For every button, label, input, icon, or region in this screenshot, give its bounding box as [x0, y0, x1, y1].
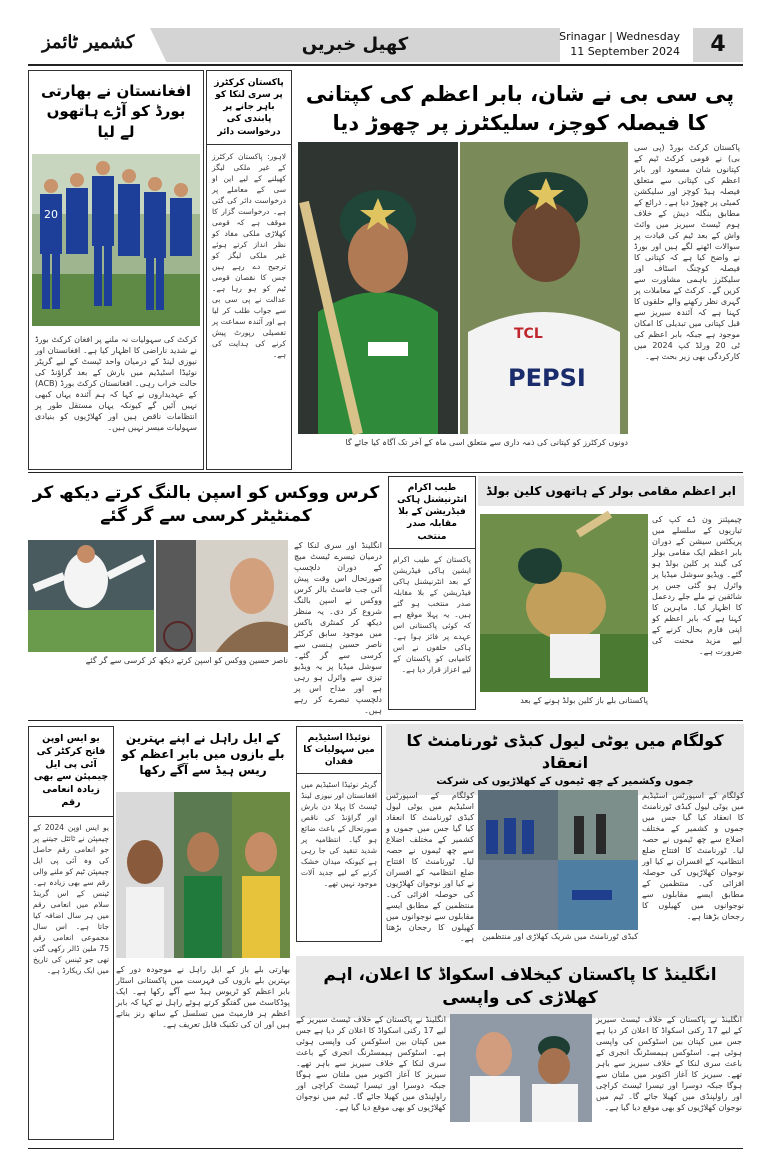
babar-bowled-illustration — [480, 514, 648, 692]
kabaddi-body-right: کولگام کے اسپورٹس اسٹیڈیم میں یوٹی لیول کبڈی ٹورنامنٹ کا انعقاد کیا گیا جس میں جموں و کشمیر کے مختلف اضلاع سے چھ ٹیموں نے حصہ لیا۔ ٹورنامنٹ کا افتتاح ضلع انتظامیہ کے افسران نے کیا اور نوجوان کھلاڑیوں کی حوصلہ افزائی کی۔ منتظمین کے مطابق ایسے مقابلوں سے نوجوانوں میں کھیلوں کا رجحان بڑھتا ہے۔ — [642, 791, 744, 921]
masthead-logo — [28, 28, 148, 62]
kabaddi-headline: کولگام میں یوٹی لیول کبڈی ٹورنامنٹ کا انعقاد — [386, 724, 744, 775]
petition-story — [206, 70, 292, 470]
rahul-photo — [116, 792, 290, 958]
hockey-headline: طیب اکرام انٹرنیشنل ہاکی فیڈریشن کے بلا مقابلہ صدر منتخب — [389, 477, 475, 549]
kabaddi-body-left: کولگام کے اسپورٹس اسٹیڈیم میں یوٹی لیول کبڈی ٹورنامنٹ کا انعقاد کیا گیا جس میں جموں و کشمیر کے مختلف اضلاع سے چھ ٹیموں نے حصہ لیا۔ ٹورنامنٹ کا افتتاح ضلع انتظامیہ کے افسران نے کیا اور نوجوان کھلاڑیوں کی حوصلہ افزائی کی۔ منتظمین کے مطابق ایسے مقابلوں سے نوجوانوں میں کھیلوں کا رجحان بڑھتا ہے۔ — [386, 791, 474, 943]
svg-text:PEPSI: PEPSI — [508, 364, 586, 392]
babar-bowled-story — [478, 476, 744, 716]
shan-photo — [460, 142, 628, 434]
nasser-illustration — [156, 540, 288, 652]
afghan-team-photo — [32, 154, 200, 326]
row-divider-2 — [28, 720, 743, 721]
usopen-headline: یو ایس اوپن فاتح کرکٹر کی آئی پی ایل چیمپئن سے بھی زیادہ انعامی رقم — [29, 727, 113, 817]
rahul-story — [116, 726, 290, 1138]
hockey-body: پاکستان کے طیب اکرام ایشین ہاکی فیڈریشن کے بعد انٹرنیشنل ہاکی فیڈریشن کے بلا مقابلہ صدر منتخب ہو گئے ہیں۔ یہ پہلا موقع ہے کہ کوئی پاکستانی اس عہدے پر فائز ہوا ہے۔ ہاکی حلقوں نے اس کامیابی کو پاکستان کے لیے اعزاز قرار دیا ہے۔ — [393, 554, 471, 674]
england-body-right: انگلینڈ نے پاکستان کے خلاف ٹیسٹ سیریز کے لیے 17 رکنی اسکواڈ کا اعلان کر دیا ہے جس میں کپتان بین اسٹوکس کی واپسی ہوئی ہے۔ اسٹوکس ہیمسٹرنگ انجری کے باعث سری لنکا کے خلاف سیریز سے باہر تھے۔ سیریز کا آغاز اکتوبر میں ملتان سے ہوگا جبکہ دوسرا اور تیسرا ٹیسٹ کراچی اور راولپنڈی میں کھیلا جائے گا۔ ٹیم میں نوجوان کھلاڑیوں کو بھی موقع دیا گیا ہے۔ — [596, 1015, 743, 1112]
row-divider-1 — [28, 472, 743, 473]
petition-body: لاہور: پاکستان کرکٹرز کے غیر ملکی لیگز کھیلنے کے لیے این او سی کے معاملے پر درخواست دائر کی گئی ہے۔ درخواست گزار کا موقف ہے کہ قومی کھلاڑی ملکی مفاد کو نظر انداز کرتے ہوئے غیر ملکی لیگز کو ترجیح دے رہے ہیں جس کا نقصان قومی ٹیم کو ہو رہا ہے۔ عدالت نے پی سی بی سے جواب طلب کر لیا ہے اور آئندہ سماعت پر تفصیلی رپورٹ پیش کرنے کی ہدایت کی ہے۔ — [212, 151, 286, 359]
kabaddi-illustration — [478, 790, 638, 930]
babar-photo — [298, 142, 458, 434]
lead-headline: پی سی بی نے شان، بابر اعظم کی کپتانی کا فیصلہ کوچز، سلیکٹرز پر چھوڑ دیا — [305, 82, 735, 136]
afghan-players-illustration — [32, 154, 200, 326]
rahul-illustration — [116, 792, 290, 958]
svg-text:TCL: TCL — [514, 326, 543, 342]
usopen-story — [28, 726, 114, 1140]
page-number: 4 — [710, 32, 726, 57]
afghan-headline: افغانستان نے بھارتی بورڈ کو آڑے ہاتھوں لے لیا — [41, 82, 191, 141]
kabaddi-subhead: جموں وکشمیر کے چھ ٹیموں کے کھلاڑیوں کی شرکت — [386, 775, 744, 795]
babar-bowled-caption: پاکستانی بلے باز کلین بولڈ ہونے کے بعد — [520, 696, 648, 705]
svg-text:20: 20 — [44, 207, 58, 221]
woakes-body: انگلینڈ اور سری لنکا کے درمیان تیسرے ٹیسٹ میچ کے دوران دلچسپ صورتحال اس وقت پیش آئی جب فاسٹ بالر کرس ووکس نے اسپن بالنگ شروع کر دی۔ یہ منظر دیکھ کر کمنٹری باکس میں موجود سابق کرکٹر ناصر حسین ہنسی سے کرسی سے گر گئے۔ سوشل میڈیا پر یہ ویڈیو تیزی سے وائرل ہو رہی ہے اور مداح اس پر دلچسپ تبصرے کر رہے ہیں۔ — [294, 541, 382, 715]
header-rule — [28, 64, 743, 66]
edition-date: 11 September 2024 — [570, 45, 680, 58]
lead-caption: دونوں کرکٹرز کو کپتانی کی ذمہ داری سے متعلق اسی ماہ کے آخر تک آگاہ کیا جائے گا — [345, 438, 628, 447]
woakes-headline: کرس ووکس کو اسپن بالنگ کرتے دیکھ کر کمنٹیٹر کرسی سے گر گئے — [32, 483, 380, 526]
afghan-story — [28, 70, 204, 470]
footer-rule — [28, 1148, 743, 1149]
woakes-illustration — [28, 540, 154, 652]
babar-illustration — [298, 142, 458, 434]
babar-bowled-photo — [480, 514, 648, 692]
babar-bowled-headline: ابر اعظم مقامی بولر کے ہاتھوں کلین بولڈ — [478, 476, 744, 506]
edition-city: Srinagar | Wednesday — [559, 30, 680, 43]
petition-headline: پاکستان کرکٹرز پر سری لنکا کو باہر جانے پر پابندی کی درخواست دائر — [207, 71, 291, 145]
kabaddi-caption: کبڈی ٹورنامنٹ میں شریک کھلاڑی اور منتظمین — [482, 932, 638, 941]
england-story — [296, 956, 744, 1144]
usopen-body: یو ایس اوپن 2024 کے چیمپئن نے ٹائٹل جیتنے پر جو انعامی رقم حاصل کی وہ آئی پی ایل چیمپئن ٹیم کو ملنے والی رقم سے بھی زیادہ ہے۔ ٹینس کے اس گرینڈ سلام میں انعامی رقم میں ہر سال اضافہ کیا جاتا ہے۔ اس سال مجموعی انعامی رقم 75 ملین ڈالر رکھی گئی تھی جو ٹینس کی تاریخ میں ایک ریکارڈ ہے۔ — [33, 822, 109, 975]
england-body-left: انگلینڈ نے پاکستان کے خلاف ٹیسٹ سیریز کے لیے 17 رکنی اسکواڈ کا اعلان کر دیا ہے جس میں کپتان بین اسٹوکس کی واپسی ہوئی ہے۔ اسٹوکس ہیمسٹرنگ انجری کے باعث سری لنکا کے خلاف سیریز سے باہر تھے۔ سیریز کا آغاز اکتوبر میں ملتان سے ہوگا جبکہ دوسرا اور تیسرا ٹیسٹ کراچی اور راولپنڈی میں کھیلا جائے گا۔ ٹیم میں نوجوان کھلاڑیوں کو بھی موقع دیا گیا ہے۔ — [296, 1015, 447, 1112]
noida-body: گریٹر نوئیڈا اسٹیڈیم میں افغانستان اور نیوزی لینڈ ٹیسٹ کا پہلا دن بارش اور گراؤنڈ کی ناقص صورتحال کے باعث ضائع ہو گیا۔ انتظامیہ پر شدید تنقید کی جا رہی ہے کیونکہ میدان خشک کرنے کے لیے جدید آلات موجود نہیں تھے۔ — [301, 780, 377, 889]
noida-headline: نوئیڈا اسٹیڈیم میں سہولیات کا فقدان — [297, 727, 381, 774]
section-title: کھیل خبریں — [301, 34, 409, 55]
lead-story — [296, 70, 744, 468]
afghan-body: کرکٹ کی سہولیات نہ ملنے پر افغان کرکٹ بورڈ نے شدید ناراضی کا اظہار کیا ہے۔ افغانستان اور نیوزی لینڈ کے درمیان واحد ٹیسٹ کے لیے گریٹر نوئیڈا اسٹیڈیم میں بارش کے بعد گراؤنڈ کی حالت خراب رہی۔ افغانستان کرکٹ بورڈ (ACB) کے عہدیداروں نے کہا کہ ہم آئندہ یہاں کبھی نہیں آئیں گے کیونکہ یہاں مستقل طور پر انتظامات ناقص ہیں اور کھلاڑیوں کو بنیادی سہولیات میسر نہیں ہیں۔ — [35, 334, 197, 432]
lead-body: پاکستان کرکٹ بورڈ (پی سی بی) نے قومی کرکٹ ٹیم کے کپتانوں شان مسعود اور بابر اعظم کی کپتانی سے متعلق فیصلہ ہیڈ کوچز اور سلیکشن کمیٹی پر چھوڑ دیا ہے۔ ذرائع کے مطابق بنگلہ دیش کے خلاف ہوم ٹیسٹ سیریز میں وائٹ واش کے بعد ٹیم کی قیادت پر سوالات اٹھنے لگے ہیں اور بورڈ نے واضح کیا ہے کہ کپتانی کا فیصلہ کوچنگ اسٹاف اور سلیکٹرز باہمی مشاورت سے کریں گے۔ کرکٹ کے معاملات پر گہری نظر رکھنے والے حلقوں کا کہنا ہے کہ آئندہ سیریز سے قبل کپتانی میں تبدیلی کا امکان موجود ہے جبکہ بابر اعظم کی ٹی 20 ورلڈ کپ 2024 میں کارکردگی بھی زیر بحث ہے۔ — [634, 143, 741, 361]
england-illustration — [450, 1014, 592, 1122]
babar-bowled-body: چیمپئنز ون ڈے کپ کی تیاریوں کے سلسلے میں پریکٹس سیشن کے دوران بابر اعظم ایک مقامی بولر کی گیند پر کلین بولڈ ہو گئے۔ ویڈیو سوشل میڈیا پر وائرل ہو گئی جس پر شائقین نے ملے جلے ردعمل کا اظہار کیا۔ ماہرین کا کہنا ہے کہ بابر اعظم کو اپنی فارم بحال کرنے کے لیے مزید محنت کی ضرورت ہے۔ — [652, 515, 742, 656]
woakes-story — [28, 476, 384, 716]
hockey-story — [388, 476, 476, 710]
rahul-headline: کے ایل راہل نے اپنے بہترین بلے بازوں میں بابر اعظم کو ریس ہیڈ سے آگے رکھا — [121, 731, 285, 778]
woakes-caption: ناصر حسین ووکس کو اسپن کرتے دیکھ کر کرسی سے گر گئے — [85, 656, 288, 665]
kabaddi-story — [386, 724, 744, 950]
england-photo — [450, 1014, 592, 1122]
england-headline: انگلینڈ کا پاکستان کیخلاف اسکواڈ کا اعلان، اہم کھلاڑی کی واپسی — [296, 956, 744, 1018]
noida-story — [296, 726, 382, 942]
shan-illustration — [460, 142, 628, 434]
rahul-body: بھارتی بلے باز کے ایل راہل نے موجودہ دور کے بہترین بلے بازوں کی فہرست میں پاکستانی اسٹار بابر اعظم کو ٹریوس ہیڈ سے آگے رکھا ہے۔ ایک پوڈکاسٹ میں گفتگو کرتے ہوئے راہل نے کہا کہ بابر اعظم ہر فارمیٹ میں تسلسل کے ساتھ رنز بناتے ہیں اور ان کی تکنیک قابل تعریف ہے۔ — [116, 965, 290, 1029]
logo-text: کشمیر ٹائمز — [42, 32, 135, 53]
woakes-photo — [28, 540, 154, 652]
kabaddi-photo — [478, 790, 638, 930]
nasser-photo — [156, 540, 288, 652]
